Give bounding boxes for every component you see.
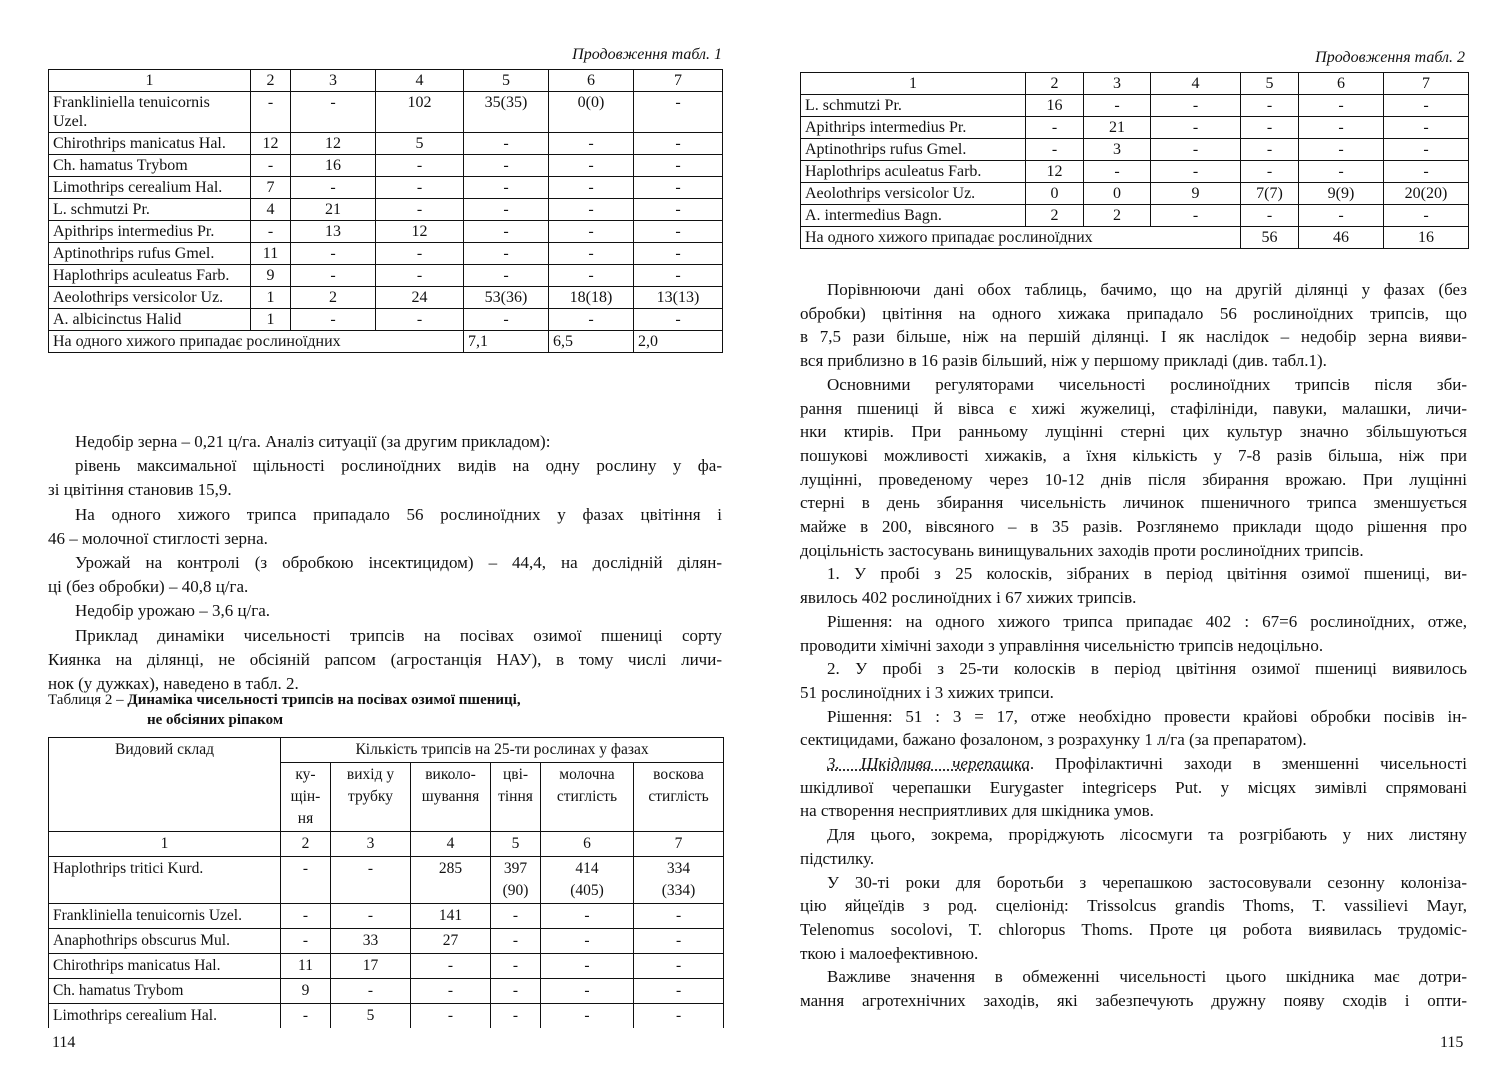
phase-header: молочна стиглість: [541, 763, 634, 832]
text-line: Telenomus socolovi, T. chloropus Thoms. Проте ця робота виявилась трудоміс-: [800, 919, 1467, 939]
table-row: [49, 155, 723, 177]
cell-value: 1: [251, 309, 291, 331]
text-line: На одного хижого трипса припадало 56 рослиноїдних у фазах цвітіння і: [75, 504, 722, 524]
column-number: 7: [1384, 73, 1469, 95]
cell-value: -: [464, 221, 549, 243]
species-name: Chirothrips manicatus Hal.: [49, 133, 251, 155]
text-line: цію яйцеїдів з род. сцеліонід: Trissolcus grandis Thoms, T. vassilievi Mayr,: [800, 896, 1467, 916]
text-line: зі цвітіння становив 15,9.: [48, 480, 232, 500]
cell-value: -: [376, 243, 464, 265]
cell-value: 0(0): [549, 92, 634, 133]
cell-value: -: [634, 199, 723, 221]
total-value: 46: [1299, 227, 1384, 249]
text-line: стерні в день збирання чисельність личинок пшеничного трипса зменшується: [800, 493, 1467, 513]
column-number: 4: [1151, 73, 1241, 95]
cell-value: -: [549, 265, 634, 287]
column-number: 2: [251, 70, 291, 92]
text-line: рівень максимальної щільності рослиноїдних видів на одну рослину у фа-: [75, 456, 722, 476]
continuation-label: Продовження табл. 1: [572, 46, 722, 63]
cell-value: 21: [291, 199, 376, 221]
cell-value: -: [541, 1004, 634, 1029]
col-header-species: Видовий склад: [49, 738, 281, 832]
caption-title: Динаміка чисельності трипсів на посівах озимої пшениці,: [127, 692, 521, 708]
cell-value: 35(35): [464, 92, 549, 133]
table-header-row: [801, 73, 1469, 95]
total-value: 2,0: [634, 331, 723, 353]
cell-value: -: [549, 155, 634, 177]
table-1-continuation: [48, 69, 723, 353]
cell-value: 102: [376, 92, 464, 133]
species-name: Anaphothrips obscurus Mul.: [49, 929, 281, 954]
cell-value: -: [331, 979, 411, 1004]
cell-value: 3: [1084, 139, 1151, 161]
cell-value: -: [464, 133, 549, 155]
group-header-phases: Кількість трипсів на 25-ти рослинах у фазах: [281, 738, 724, 763]
total-value: 6,5: [549, 331, 634, 353]
text-line: Урожай на контролі (з обробкою інсектицидом) – 44,4, на дослідній ділян-: [75, 553, 722, 573]
species-name: Frankliniella tenuicornis Uzel.: [49, 92, 251, 133]
cell-value: -: [1384, 95, 1469, 117]
species-name: Frankliniella tenuicornis Uzel.: [49, 904, 281, 929]
species-name: Apithrips intermedius Pr.: [49, 221, 251, 243]
text-line: мання агротехнічних заходів, які забезпечують дружну появу сходів і опти-: [800, 991, 1467, 1011]
cell-value: -: [1299, 95, 1384, 117]
cell-value: -: [634, 221, 723, 243]
table-row: [49, 243, 723, 265]
phase-header: воскова стиглість: [634, 763, 724, 832]
column-number: 1: [801, 73, 1026, 95]
species-name: A. intermedius Bagn.: [801, 205, 1026, 227]
column-number: 3: [291, 70, 376, 92]
cell-value: -: [1299, 205, 1384, 227]
cell-value: -: [634, 177, 723, 199]
cell-value: -: [1084, 161, 1151, 183]
species-name: L. schmutzi Pr.: [801, 95, 1026, 117]
cell-value: -: [411, 979, 491, 1004]
cell-value: -: [1151, 139, 1241, 161]
column-number: 6: [541, 832, 634, 857]
text-line: в 7,5 рази більше, ніж на першій ділянці. І як наслідок – недобір зерна вияви-: [800, 327, 1467, 347]
cell-value: -: [281, 857, 331, 904]
cell-value: -: [1241, 161, 1299, 183]
cell-value: -: [1241, 205, 1299, 227]
cell-value: -: [1151, 205, 1241, 227]
text-run: . Профілактичні заходи в зменшенні чисельності: [1029, 754, 1467, 774]
text-line: явилось 402 рослиноїдних і 67 хижих трипсів.: [800, 588, 1137, 608]
cell-value: -: [549, 243, 634, 265]
cell-value: 0: [1026, 183, 1084, 205]
total-row: [801, 227, 1469, 249]
cell-value: -: [1384, 205, 1469, 227]
species-name: Aeolothrips versicolor Uz.: [49, 287, 251, 309]
cell-value: 13(13): [634, 287, 723, 309]
total-label: На одного хижого припадає рослиноїдних: [801, 227, 1241, 249]
cell-value: -: [634, 929, 724, 954]
cell-value: -: [541, 904, 634, 929]
section-heading: 3. Шкідлива черепашка: [827, 754, 1030, 774]
paragraph: [800, 965, 1467, 1012]
species-name: Limothrips cerealium Hal.: [49, 177, 251, 199]
text-line: У 30-ті роки для боротьби з черепашкою застосовували сезонну колоніза-: [827, 872, 1467, 892]
paragraph: [800, 823, 1467, 870]
cell-value: -: [251, 221, 291, 243]
paragraph: [48, 551, 722, 599]
cell-value: -: [291, 309, 376, 331]
cell-value: -: [491, 904, 541, 929]
table-row: [49, 199, 723, 221]
column-number: 7: [634, 70, 723, 92]
caption-title-cont: не обсіяних ріпаком: [147, 712, 284, 728]
cell-value: -: [634, 979, 724, 1004]
species-name: Haplothrips aculeatus Farb.: [49, 265, 251, 287]
paragraph: [48, 503, 722, 551]
text-line: шкідливої черепашки Eurygaster integriceps Put. у місцях зимівлі спрямовані: [800, 777, 1467, 797]
paragraph: [800, 610, 1467, 657]
column-number: 5: [491, 832, 541, 857]
cell-value: 33: [331, 929, 411, 954]
table-row: [49, 309, 723, 331]
cell-value: -: [464, 243, 549, 265]
table-row: [49, 265, 723, 287]
cell-value: -: [464, 155, 549, 177]
text-line: ткою і малоефективною.: [800, 943, 979, 963]
text-line: Порівнюючи дані обох таблиць, бачимо, що на другій ділянці у фазах (без: [827, 280, 1467, 299]
cell-value: 17: [331, 954, 411, 979]
cell-value: -: [251, 92, 291, 133]
cell-value: 414 (405): [541, 857, 634, 904]
cell-value: -: [634, 309, 723, 331]
cell-value: 12: [251, 133, 291, 155]
cell-value: -: [634, 954, 724, 979]
species-name: A. albicinctus Halid: [49, 309, 251, 331]
cell-value: 12: [1026, 161, 1084, 183]
table-2-continuation: [800, 72, 1469, 249]
cell-value: 285: [411, 857, 491, 904]
cell-value: 9: [1151, 183, 1241, 205]
paragraph: [800, 752, 1467, 823]
column-number: 3: [331, 832, 411, 857]
continuation-label: Продовження табл. 2: [1315, 49, 1465, 66]
table-row: [801, 139, 1469, 161]
cell-value: 53(36): [464, 287, 549, 309]
text-line: рання пшениці й вівса є хижі жужелиці, стафілініди, павуки, малашки, личи-: [800, 398, 1467, 418]
cell-value: -: [1384, 117, 1469, 139]
cell-value: -: [376, 177, 464, 199]
column-number: 3: [1084, 73, 1151, 95]
cell-value: -: [331, 904, 411, 929]
caption-prefix: Таблиця 2 –: [48, 692, 128, 708]
species-name: Limothrips cerealium Hal.: [49, 1004, 281, 1029]
cell-value: 1: [251, 287, 291, 309]
cell-value: -: [1241, 95, 1299, 117]
paragraph: [800, 657, 1467, 704]
text-line: ці (без обробки) – 40,8 ц/га.: [48, 577, 249, 597]
cell-value: -: [634, 133, 723, 155]
cell-value: 5: [331, 1004, 411, 1029]
table-row: [49, 177, 723, 199]
cell-value: -: [549, 199, 634, 221]
cell-value: -: [1026, 117, 1084, 139]
cell-value: -: [1026, 139, 1084, 161]
phase-header: цві- тіння: [491, 763, 541, 832]
cell-value: 27: [411, 929, 491, 954]
cell-value: 141: [411, 904, 491, 929]
cell-value: -: [541, 979, 634, 1004]
table-row: [801, 161, 1469, 183]
column-number: 4: [411, 832, 491, 857]
cell-value: -: [634, 243, 723, 265]
cell-value: 18(18): [549, 287, 634, 309]
column-number: 6: [1299, 73, 1384, 95]
table-body: [49, 70, 723, 353]
table-body: [801, 73, 1469, 249]
cell-value: -: [1241, 117, 1299, 139]
cell-value: -: [634, 265, 723, 287]
cell-value: -: [281, 904, 331, 929]
cell-value: 9: [281, 979, 331, 1004]
cell-value: -: [281, 1004, 331, 1029]
left-body-text: [48, 430, 722, 696]
cell-value: -: [281, 929, 331, 954]
text-line: сектицидами, бажано фозалоном, з розрахунку 1 л/га (за препаратом).: [800, 730, 1307, 750]
text-line: Киянка на ділянці, не обсіяній рапсом (агростанція НАУ), в тому числі личи-: [48, 649, 722, 669]
cell-value: -: [464, 309, 549, 331]
total-label: На одного хижого припадає рослиноїдних: [49, 331, 464, 353]
text-line: нки ктирів. При ранньому лущінні стерні цих культур значно збільшуються: [800, 422, 1467, 442]
cell-value: -: [491, 1004, 541, 1029]
text-line: Рішення: на одного хижого трипса припадає 402 : 67=6 рослиноїдних, отже,: [827, 611, 1467, 631]
cell-value: -: [331, 857, 411, 904]
column-number: 7: [634, 832, 724, 857]
column-number: 2: [1026, 73, 1084, 95]
column-number: 1: [49, 832, 281, 857]
cell-value: 24: [376, 287, 464, 309]
cell-value: -: [1299, 139, 1384, 161]
table-row: [49, 221, 723, 243]
text-line: 2. У пробі з 25-ти колосків в період цвітіння озимої пшениці виявилось: [827, 659, 1467, 679]
cell-value: -: [464, 177, 549, 199]
table-2-caption: [48, 690, 722, 730]
paragraph: [800, 278, 1467, 373]
cell-value: -: [376, 155, 464, 177]
right-body-text: [800, 278, 1467, 1013]
table-header-row: [49, 70, 723, 92]
text-line: [800, 752, 1467, 776]
cell-value: -: [1151, 161, 1241, 183]
species-name: L. schmutzi Pr.: [49, 199, 251, 221]
phase-header: виколо- шування: [411, 763, 491, 832]
cell-value: 7: [251, 177, 291, 199]
table-row: [801, 183, 1469, 205]
species-name: Ch. hamatus Trybom: [49, 155, 251, 177]
text-line: Для цього, зокрема, проріджують лісосмуги та розгрібають у них листяну: [827, 825, 1467, 845]
cell-value: -: [291, 177, 376, 199]
cell-value: 7(7): [1241, 183, 1299, 205]
species-name: Ch. hamatus Trybom: [49, 979, 281, 1004]
species-name: Aptinothrips rufus Gmel.: [49, 243, 251, 265]
species-name: Chirothrips manicatus Hal.: [49, 954, 281, 979]
cell-value: 12: [291, 133, 376, 155]
paragraph: [48, 624, 722, 697]
cell-value: -: [549, 177, 634, 199]
cell-value: 11: [281, 954, 331, 979]
text-line: на створення несприятливих для шкідника умов.: [800, 801, 1154, 821]
paragraph: [48, 599, 722, 623]
page-number-left: 114: [52, 1034, 76, 1051]
cell-value: -: [251, 155, 291, 177]
text-line: 46 – молочної стиглості зерна.: [48, 528, 268, 548]
paragraph: [800, 871, 1467, 966]
cell-value: -: [1299, 161, 1384, 183]
paragraph: [800, 705, 1467, 752]
column-number: 2: [281, 832, 331, 857]
cell-value: -: [491, 954, 541, 979]
text-line: підстилку.: [800, 848, 875, 868]
table-row: [49, 287, 723, 309]
cell-value: 16: [1026, 95, 1084, 117]
total-row: [49, 331, 723, 353]
total-value: 56: [1241, 227, 1299, 249]
cell-value: 0: [1084, 183, 1151, 205]
cell-value: 9(9): [1299, 183, 1384, 205]
cell-value: -: [634, 92, 723, 133]
table-row: [49, 857, 724, 904]
table-row: [49, 904, 724, 929]
cell-value: -: [1384, 161, 1469, 183]
cell-value: -: [291, 92, 376, 133]
cell-value: -: [491, 979, 541, 1004]
paragraph: [48, 430, 722, 454]
text-line: Недобір зерна – 0,21 ц/га. Аналіз ситуації (за другим прикладом):: [75, 432, 551, 451]
table-row: [49, 954, 724, 979]
cell-value: 11: [251, 243, 291, 265]
cell-value: 12: [376, 221, 464, 243]
cell-value: -: [1299, 117, 1384, 139]
total-value: 16: [1384, 227, 1469, 249]
cell-value: -: [1151, 95, 1241, 117]
cell-value: -: [541, 954, 634, 979]
cell-value: 21: [1084, 117, 1151, 139]
table-row: [49, 929, 724, 954]
cell-value: -: [1384, 139, 1469, 161]
table-row: [49, 133, 723, 155]
table-row: [49, 1004, 724, 1029]
cell-value: -: [1241, 139, 1299, 161]
cell-value: 2: [1084, 205, 1151, 227]
total-value: 7,1: [464, 331, 549, 353]
cell-value: -: [291, 243, 376, 265]
species-name: Aeolothrips versicolor Uz.: [801, 183, 1026, 205]
cell-value: -: [464, 265, 549, 287]
column-number: 6: [549, 70, 634, 92]
table-row: [801, 95, 1469, 117]
cell-value: -: [411, 1004, 491, 1029]
paragraph: [48, 454, 722, 502]
text-line: Приклад динаміки чисельності трипсів на посівах озимої пшениці сорту: [75, 625, 722, 645]
text-line: 51 рослиноїдних і 3 хижих трипси.: [800, 682, 1054, 702]
cell-value: -: [634, 155, 723, 177]
column-number: 5: [464, 70, 549, 92]
text-line: доцільність застосувань винищувальних заходів проти рослиноїдних трипсів.: [800, 540, 1364, 560]
column-number: 4: [376, 70, 464, 92]
cell-value: -: [541, 929, 634, 954]
species-name: Apithrips intermedius Pr.: [801, 117, 1026, 139]
text-line: вся приблизно в 16 разів більший, ніж у першому прикладі (див. табл.1).: [800, 351, 1327, 371]
cell-value: -: [376, 265, 464, 287]
species-name: Aptinothrips rufus Gmel.: [801, 139, 1026, 161]
cell-value: -: [549, 309, 634, 331]
phase-header: ку- щін- ня: [281, 763, 331, 832]
table-row: [49, 979, 724, 1004]
cell-value: -: [376, 309, 464, 331]
table-row: [49, 92, 723, 133]
text-line: нок (у дужках), наведено в табл. 2.: [48, 674, 299, 694]
table-row: [801, 205, 1469, 227]
cell-value: 334 (334): [634, 857, 724, 904]
species-name: Haplothrips tritici Kurd.: [49, 857, 281, 904]
cell-value: -: [1151, 117, 1241, 139]
cell-value: -: [549, 221, 634, 243]
cell-value: 2: [1026, 205, 1084, 227]
cell-value: 13: [291, 221, 376, 243]
paragraph: [800, 373, 1467, 563]
text-line: майже в 200, вівсяного – в 35 разів. Розглянемо приклади щодо рішення про: [800, 517, 1467, 537]
cell-value: -: [291, 265, 376, 287]
phase-header: вихід у трубку: [331, 763, 411, 832]
page-number-right: 115: [1440, 1034, 1464, 1051]
paragraph: [800, 562, 1467, 609]
text-line: 1. У пробі з 25 колосків, зібраних в період цвітіння озимої пшениці, ви-: [827, 564, 1467, 584]
text-line: пошукові можливості хижаків, а їхня кількість у 7-8 разів більша, ніж при: [800, 445, 1467, 465]
cell-value: -: [376, 199, 464, 221]
cell-value: 2: [291, 287, 376, 309]
cell-value: 397 (90): [491, 857, 541, 904]
cell-value: 20(20): [1384, 183, 1469, 205]
cell-value: -: [549, 133, 634, 155]
cell-value: 9: [251, 265, 291, 287]
text-line: Недобір урожаю – 3,6 ц/га.: [75, 601, 271, 621]
cell-value: -: [464, 199, 549, 221]
column-number: 5: [1241, 73, 1299, 95]
cell-value: 16: [291, 155, 376, 177]
text-line: проводити хімічні заходи з управління чисельністю трипсів недоцільно.: [800, 635, 1324, 655]
text-line: Важливе значення в обмеженні чисельності цього шкідника має дотри-: [827, 967, 1467, 987]
column-number: 1: [49, 70, 251, 92]
cell-value: 5: [376, 133, 464, 155]
cell-value: -: [411, 954, 491, 979]
text-line: обробки) цвітіння на одного хижака припадало 56 рослиноїдних трипсів, що: [800, 303, 1467, 323]
table-row: [801, 117, 1469, 139]
table-2: [48, 737, 724, 1028]
text-line: лущінні, проведеному через 10-12 днів після збирання врожаю. При лущінні: [800, 469, 1467, 489]
cell-value: -: [634, 1004, 724, 1029]
species-name: Haplothrips aculeatus Farb.: [801, 161, 1026, 183]
cell-value: -: [634, 904, 724, 929]
cell-value: 4: [251, 199, 291, 221]
cell-value: -: [491, 929, 541, 954]
text-line: Рішення: 51 : 3 = 17, отже необхідно провести крайові обробки посівів ін-: [827, 706, 1467, 726]
text-line: Основними регуляторами чисельності рослиноїдних трипсів після зби-: [827, 374, 1467, 394]
cell-value: -: [1084, 95, 1151, 117]
